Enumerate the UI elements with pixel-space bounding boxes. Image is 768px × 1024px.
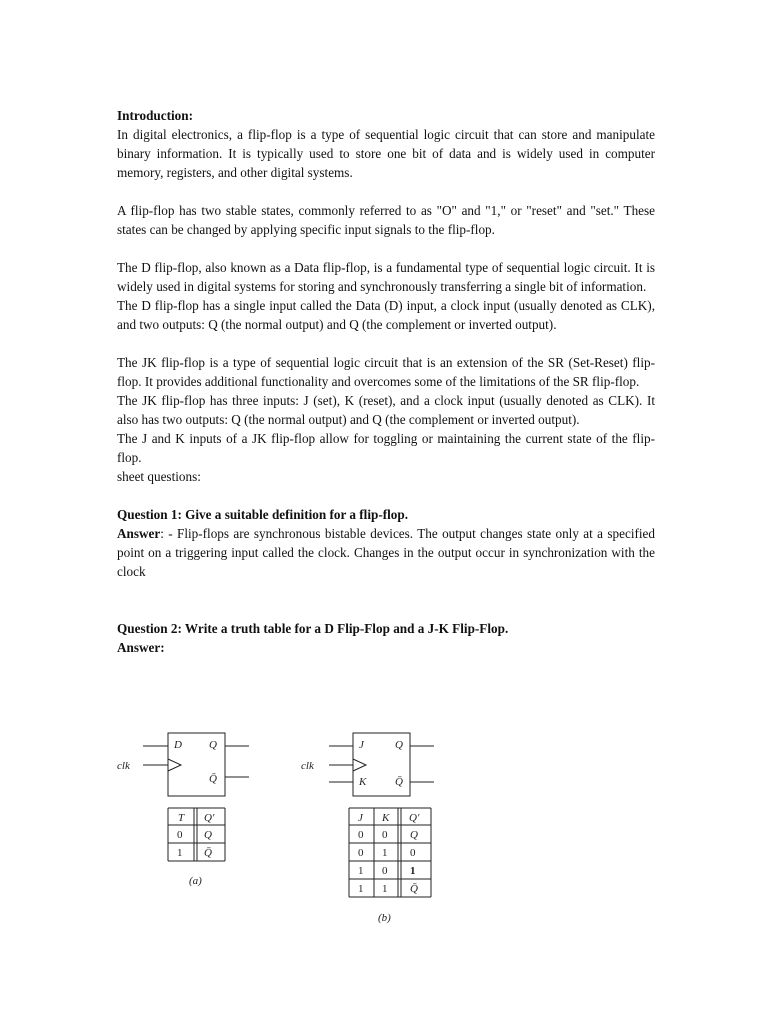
jk-table-cell: 1 [358,865,364,877]
jk-table-cell: Q̄ [410,883,418,895]
jk-qbar-output-label: Q̄ [395,776,403,788]
d-flip-flop-box [168,733,225,796]
jk-table-header-j: J [358,812,363,824]
figure-a-caption: (a) [189,875,202,887]
d-table-header-qprime: Q′ [204,812,215,824]
answer-1-text: : - Flip-flops are synchronous bistable devices. The output changes state only at a specified point on a triggering input called the clock. Changes in the output occur in synchronization with the clock [117,526,655,579]
intro-paragraph-7: The J and K inputs of a JK flip-flop allow for toggling or maintaining the current state of the flip-flop. [117,431,655,465]
jk-table-header-qprime: Q′ [409,812,420,824]
d-table-cell: 0 [177,829,183,841]
document-body [117,106,655,657]
intro-paragraph-2: A flip-flop has two stable states, commonly referred to as "O" and "1," or "reset" and "set." These states can be changed by applying specific input signals to the flip-flop. [117,203,655,237]
d-table-cell: Q̄ [204,847,212,859]
jk-j-input-label: J [359,739,364,751]
jk-table-cell: 1 [410,865,416,877]
jk-q-output-label: Q [395,739,403,751]
answer-1-label: Answer [117,526,161,541]
d-table-cell: 1 [177,847,183,859]
intro-paragraph-3: The D flip-flop, also known as a Data flip-flop, is a fundamental type of sequential logic circuit. It is widely used in digital systems for storing and synchronously transferring a single bit of information. [117,260,655,294]
jk-truth-table-grid [349,808,431,897]
d-table-header-t: T [178,812,185,824]
jk-table-cell: 0 [382,865,388,877]
d-qbar-output-label: Q̄ [209,773,217,785]
jk-table-cell: 0 [410,847,416,859]
question-1: Question 1: Give a suitable definition for a flip-flop. [117,507,408,522]
intro-paragraph-6: The JK flip-flop has three inputs: J (set), K (reset), and a clock input (usually denoted as CLK). It also has two outputs: Q (the normal output) and Q (the complement or inverted output). [117,393,655,427]
jk-table-cell: 0 [358,829,364,841]
jk-table-cell: 1 [358,883,364,895]
intro-paragraph-4: The D flip-flop has a single input called the Data (D) input, a clock input (usually denoted as CLK), and two outputs: Q (the normal output) and Q (the complement or inverted output). [117,298,655,332]
jk-table-header-k: K [382,812,390,824]
d-input-label: D [174,739,182,751]
d-q-output-label: Q [209,739,217,751]
jk-table-cell: 0 [358,847,364,859]
intro-paragraph-1: In digital electronics, a flip-flop is a type of sequential logic circuit that can store and manipulate binary information. It is typically used to store one bit of data and is widely used in computer memory, registers, and other digital systems. [117,127,655,180]
jk-flip-flop-box [353,733,410,796]
intro-heading: Introduction: [117,108,193,123]
figure-b-caption: (b) [378,912,391,924]
jk-flip-flop-diagram [329,733,434,796]
d-flip-flop-diagram [143,733,249,796]
answer-2-label: Answer: [117,640,165,655]
jk-table-cell: 1 [382,847,388,859]
sheet-questions-label: sheet questions: [117,469,201,484]
question-2: Question 2: Write a truth table for a D Flip-Flop and a J-K Flip-Flop. [117,621,509,636]
jk-table-cell: 0 [382,829,388,841]
jk-k-input-label: K [359,776,367,788]
intro-paragraph-5: The JK flip-flop is a type of sequential logic circuit that is an extension of the SR (Set-Reset) flip-flop. It provides additional functionality and overcomes some of the limitations of the SR flip-flop. [117,355,655,389]
answer-1 [117,524,655,581]
d-truth-table-grid [168,808,225,861]
d-clk-label: clk [117,760,130,772]
jk-clk-label: clk [301,760,314,772]
jk-table-cell: Q [410,829,418,841]
jk-table-cell: 1 [382,883,388,895]
d-table-cell: Q [204,829,212,841]
